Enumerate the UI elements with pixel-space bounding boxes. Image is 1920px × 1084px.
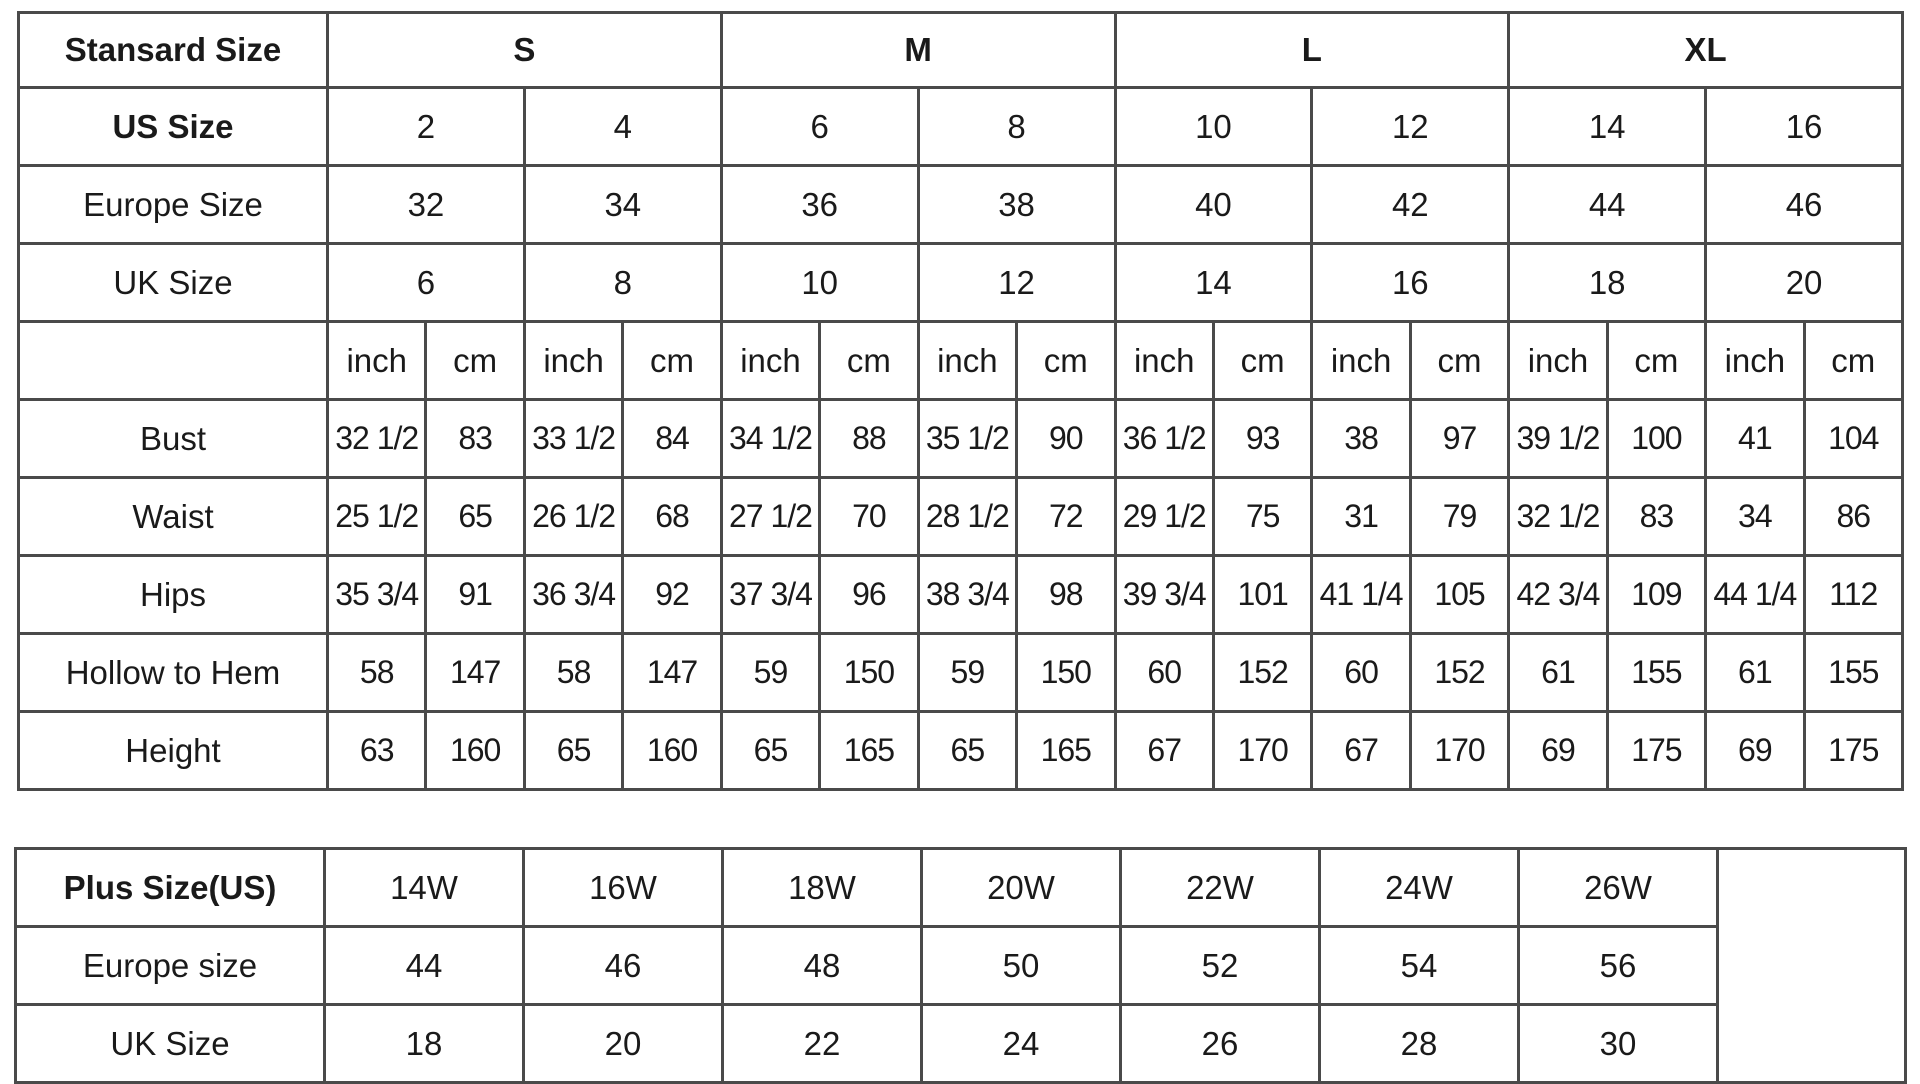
height-cm-value: 160 bbox=[426, 712, 524, 790]
plus-uk-size-cell: 26 bbox=[1121, 1005, 1320, 1083]
plus-size-cell: 22W bbox=[1121, 849, 1320, 927]
plus-size-cell: 18W bbox=[723, 849, 922, 927]
hips-inch-value: 36 3/4 bbox=[524, 556, 622, 634]
unit-inch-cell: inch bbox=[721, 322, 819, 400]
hollow-to-hem-cm-value: 147 bbox=[623, 634, 721, 712]
uk-size-cell: 16 bbox=[1312, 244, 1509, 322]
uk-size-label: UK Size bbox=[19, 244, 328, 322]
waist-inch-value: 27 1/2 bbox=[721, 478, 819, 556]
us-size-cell: 6 bbox=[721, 88, 918, 166]
plus-size-cell: 16W bbox=[524, 849, 723, 927]
waist-cm-value: 65 bbox=[426, 478, 524, 556]
hips-cm-value: 98 bbox=[1017, 556, 1115, 634]
plus-europe-size-cell: 46 bbox=[524, 927, 723, 1005]
hollow-to-hem-inch-value: 58 bbox=[328, 634, 426, 712]
height-cm-value: 165 bbox=[1017, 712, 1115, 790]
hollow-to-hem-inch-value: 61 bbox=[1706, 634, 1804, 712]
unit-inch-cell: inch bbox=[1706, 322, 1804, 400]
uk-size-cell: 14 bbox=[1115, 244, 1312, 322]
europe-size-cell: 36 bbox=[721, 166, 918, 244]
us-size-cell: 12 bbox=[1312, 88, 1509, 166]
plus-size-cell: 24W bbox=[1320, 849, 1519, 927]
uk-size-cell: 18 bbox=[1509, 244, 1706, 322]
hips-inch-value: 44 1/4 bbox=[1706, 556, 1804, 634]
bust-cm-value: 88 bbox=[820, 400, 918, 478]
waist-inch-value: 26 1/2 bbox=[524, 478, 622, 556]
plus-europe-size-cell: 44 bbox=[325, 927, 524, 1005]
unit-cm-cell: cm bbox=[426, 322, 524, 400]
hollow-to-hem-inch-value: 61 bbox=[1509, 634, 1607, 712]
hollow-to-hem-cm-value: 147 bbox=[426, 634, 524, 712]
waist-label: Waist bbox=[19, 478, 328, 556]
unit-row bbox=[19, 322, 1903, 400]
plus-europe-size-cell: 52 bbox=[1121, 927, 1320, 1005]
standard-size-table bbox=[17, 11, 1904, 791]
us-size-cell: 16 bbox=[1706, 88, 1903, 166]
height-cm-value: 165 bbox=[820, 712, 918, 790]
europe-size-cell: 34 bbox=[524, 166, 721, 244]
uk-size-cell: 12 bbox=[918, 244, 1115, 322]
height-cm-value: 175 bbox=[1607, 712, 1705, 790]
group-m: M bbox=[721, 13, 1115, 88]
waist-cm-value: 68 bbox=[623, 478, 721, 556]
waist-inch-value: 32 1/2 bbox=[1509, 478, 1607, 556]
standard-size-label: Stansard Size bbox=[19, 13, 328, 88]
hollow-to-hem-inch-value: 59 bbox=[721, 634, 819, 712]
unit-cm-cell: cm bbox=[1410, 322, 1508, 400]
hips-inch-value: 38 3/4 bbox=[918, 556, 1016, 634]
waist-inch-value: 28 1/2 bbox=[918, 478, 1016, 556]
bust-cm-value: 84 bbox=[623, 400, 721, 478]
waist-inch-value: 31 bbox=[1312, 478, 1410, 556]
hips-inch-value: 42 3/4 bbox=[1509, 556, 1607, 634]
hollow-to-hem-inch-value: 60 bbox=[1312, 634, 1410, 712]
hips-inch-value: 41 1/4 bbox=[1312, 556, 1410, 634]
plus-uk-size-cell: 22 bbox=[723, 1005, 922, 1083]
group-xl: XL bbox=[1509, 13, 1903, 88]
empty-cell bbox=[1718, 849, 1906, 1083]
unit-cm-cell: cm bbox=[1607, 322, 1705, 400]
height-inch-value: 69 bbox=[1509, 712, 1607, 790]
us-size-label: US Size bbox=[19, 88, 328, 166]
plus-europe-size-cell: 56 bbox=[1519, 927, 1718, 1005]
waist-cm-value: 75 bbox=[1213, 478, 1311, 556]
plus-size-cell: 26W bbox=[1519, 849, 1718, 927]
hips-cm-value: 109 bbox=[1607, 556, 1705, 634]
hollow-to-hem-inch-value: 60 bbox=[1115, 634, 1213, 712]
europe-size-cell: 38 bbox=[918, 166, 1115, 244]
hips-cm-value: 112 bbox=[1804, 556, 1902, 634]
us-size-cell: 10 bbox=[1115, 88, 1312, 166]
hollow-to-hem-row bbox=[19, 634, 1903, 712]
hips-cm-value: 91 bbox=[426, 556, 524, 634]
waist-cm-value: 72 bbox=[1017, 478, 1115, 556]
uk-size-cell: 20 bbox=[1706, 244, 1903, 322]
us-size-cell: 4 bbox=[524, 88, 721, 166]
bust-inch-value: 32 1/2 bbox=[328, 400, 426, 478]
plus-uk-size-cell: 20 bbox=[524, 1005, 723, 1083]
size-group-row bbox=[19, 13, 1903, 88]
us-size-row bbox=[19, 88, 1903, 166]
bust-inch-value: 36 1/2 bbox=[1115, 400, 1213, 478]
uk-size-cell: 8 bbox=[524, 244, 721, 322]
us-size-cell: 2 bbox=[328, 88, 525, 166]
bust-cm-value: 83 bbox=[426, 400, 524, 478]
bust-cm-value: 104 bbox=[1804, 400, 1902, 478]
hollow-to-hem-cm-value: 150 bbox=[1017, 634, 1115, 712]
hips-cm-value: 101 bbox=[1213, 556, 1311, 634]
height-inch-value: 65 bbox=[721, 712, 819, 790]
unit-inch-cell: inch bbox=[1312, 322, 1410, 400]
height-inch-value: 63 bbox=[328, 712, 426, 790]
hips-cm-value: 96 bbox=[820, 556, 918, 634]
waist-cm-value: 70 bbox=[820, 478, 918, 556]
hips-cm-value: 92 bbox=[623, 556, 721, 634]
height-inch-value: 65 bbox=[918, 712, 1016, 790]
hips-inch-value: 35 3/4 bbox=[328, 556, 426, 634]
bust-row bbox=[19, 400, 1903, 478]
bust-cm-value: 97 bbox=[1410, 400, 1508, 478]
waist-cm-value: 79 bbox=[1410, 478, 1508, 556]
hips-label: Hips bbox=[19, 556, 328, 634]
plus-size-cell: 20W bbox=[922, 849, 1121, 927]
waist-inch-value: 25 1/2 bbox=[328, 478, 426, 556]
plus-size-table bbox=[14, 847, 1907, 1084]
hips-inch-value: 37 3/4 bbox=[721, 556, 819, 634]
height-cm-value: 175 bbox=[1804, 712, 1902, 790]
unit-inch-cell: inch bbox=[1509, 322, 1607, 400]
unit-cm-cell: cm bbox=[1213, 322, 1311, 400]
unit-inch-cell: inch bbox=[328, 322, 426, 400]
unit-cm-cell: cm bbox=[820, 322, 918, 400]
group-s: S bbox=[328, 13, 722, 88]
hollow-to-hem-inch-value: 59 bbox=[918, 634, 1016, 712]
plus-uk-size-cell: 18 bbox=[325, 1005, 524, 1083]
height-inch-value: 69 bbox=[1706, 712, 1804, 790]
unit-inch-cell: inch bbox=[918, 322, 1016, 400]
europe-size-cell: 42 bbox=[1312, 166, 1509, 244]
hollow-to-hem-cm-value: 152 bbox=[1410, 634, 1508, 712]
plus-size-label: Plus Size(US) bbox=[16, 849, 325, 927]
hips-cm-value: 105 bbox=[1410, 556, 1508, 634]
hollow-to-hem-inch-value: 58 bbox=[524, 634, 622, 712]
uk-size-cell: 10 bbox=[721, 244, 918, 322]
plus-europe-size-cell: 54 bbox=[1320, 927, 1519, 1005]
hollow-to-hem-cm-value: 155 bbox=[1804, 634, 1902, 712]
unit-inch-cell: inch bbox=[524, 322, 622, 400]
europe-size-cell: 46 bbox=[1706, 166, 1903, 244]
unit-cm-cell: cm bbox=[1017, 322, 1115, 400]
plus-europe-size-cell: 50 bbox=[922, 927, 1121, 1005]
bust-inch-value: 34 1/2 bbox=[721, 400, 819, 478]
europe-size-cell: 40 bbox=[1115, 166, 1312, 244]
waist-inch-value: 29 1/2 bbox=[1115, 478, 1213, 556]
europe-size-cell: 44 bbox=[1509, 166, 1706, 244]
height-inch-value: 67 bbox=[1312, 712, 1410, 790]
unit-cm-cell: cm bbox=[623, 322, 721, 400]
waist-cm-value: 83 bbox=[1607, 478, 1705, 556]
plus-uk-size-row bbox=[16, 1005, 1906, 1083]
us-size-cell: 14 bbox=[1509, 88, 1706, 166]
unit-inch-cell: inch bbox=[1115, 322, 1213, 400]
plus-size-cell: 14W bbox=[325, 849, 524, 927]
plus-uk-size-cell: 28 bbox=[1320, 1005, 1519, 1083]
plus-size-us-row bbox=[16, 849, 1906, 927]
hips-row bbox=[19, 556, 1903, 634]
hips-inch-value: 39 3/4 bbox=[1115, 556, 1213, 634]
bust-cm-value: 93 bbox=[1213, 400, 1311, 478]
height-row bbox=[19, 712, 1903, 790]
bust-inch-value: 35 1/2 bbox=[918, 400, 1016, 478]
height-cm-value: 170 bbox=[1213, 712, 1311, 790]
plus-europe-size-cell: 48 bbox=[723, 927, 922, 1005]
bust-inch-value: 39 1/2 bbox=[1509, 400, 1607, 478]
plus-europe-size-label: Europe size bbox=[16, 927, 325, 1005]
europe-size-label: Europe Size bbox=[19, 166, 328, 244]
bust-cm-value: 90 bbox=[1017, 400, 1115, 478]
unit-row-label bbox=[19, 322, 328, 400]
bust-inch-value: 38 bbox=[1312, 400, 1410, 478]
height-cm-value: 170 bbox=[1410, 712, 1508, 790]
plus-uk-size-cell: 30 bbox=[1519, 1005, 1718, 1083]
bust-inch-value: 33 1/2 bbox=[524, 400, 622, 478]
height-inch-value: 67 bbox=[1115, 712, 1213, 790]
uk-size-cell: 6 bbox=[328, 244, 525, 322]
plus-uk-size-label: UK Size bbox=[16, 1005, 325, 1083]
europe-size-cell: 32 bbox=[328, 166, 525, 244]
plus-europe-size-row bbox=[16, 927, 1906, 1005]
waist-row bbox=[19, 478, 1903, 556]
bust-label: Bust bbox=[19, 400, 328, 478]
waist-inch-value: 34 bbox=[1706, 478, 1804, 556]
group-l: L bbox=[1115, 13, 1509, 88]
uk-size-row bbox=[19, 244, 1903, 322]
height-cm-value: 160 bbox=[623, 712, 721, 790]
bust-cm-value: 100 bbox=[1607, 400, 1705, 478]
europe-size-row bbox=[19, 166, 1903, 244]
hollow-to-hem-cm-value: 150 bbox=[820, 634, 918, 712]
height-label: Height bbox=[19, 712, 328, 790]
bust-inch-value: 41 bbox=[1706, 400, 1804, 478]
hollow-to-hem-label: Hollow to Hem bbox=[19, 634, 328, 712]
height-inch-value: 65 bbox=[524, 712, 622, 790]
plus-uk-size-cell: 24 bbox=[922, 1005, 1121, 1083]
hollow-to-hem-cm-value: 155 bbox=[1607, 634, 1705, 712]
hollow-to-hem-cm-value: 152 bbox=[1213, 634, 1311, 712]
unit-cm-cell: cm bbox=[1804, 322, 1902, 400]
waist-cm-value: 86 bbox=[1804, 478, 1902, 556]
us-size-cell: 8 bbox=[918, 88, 1115, 166]
